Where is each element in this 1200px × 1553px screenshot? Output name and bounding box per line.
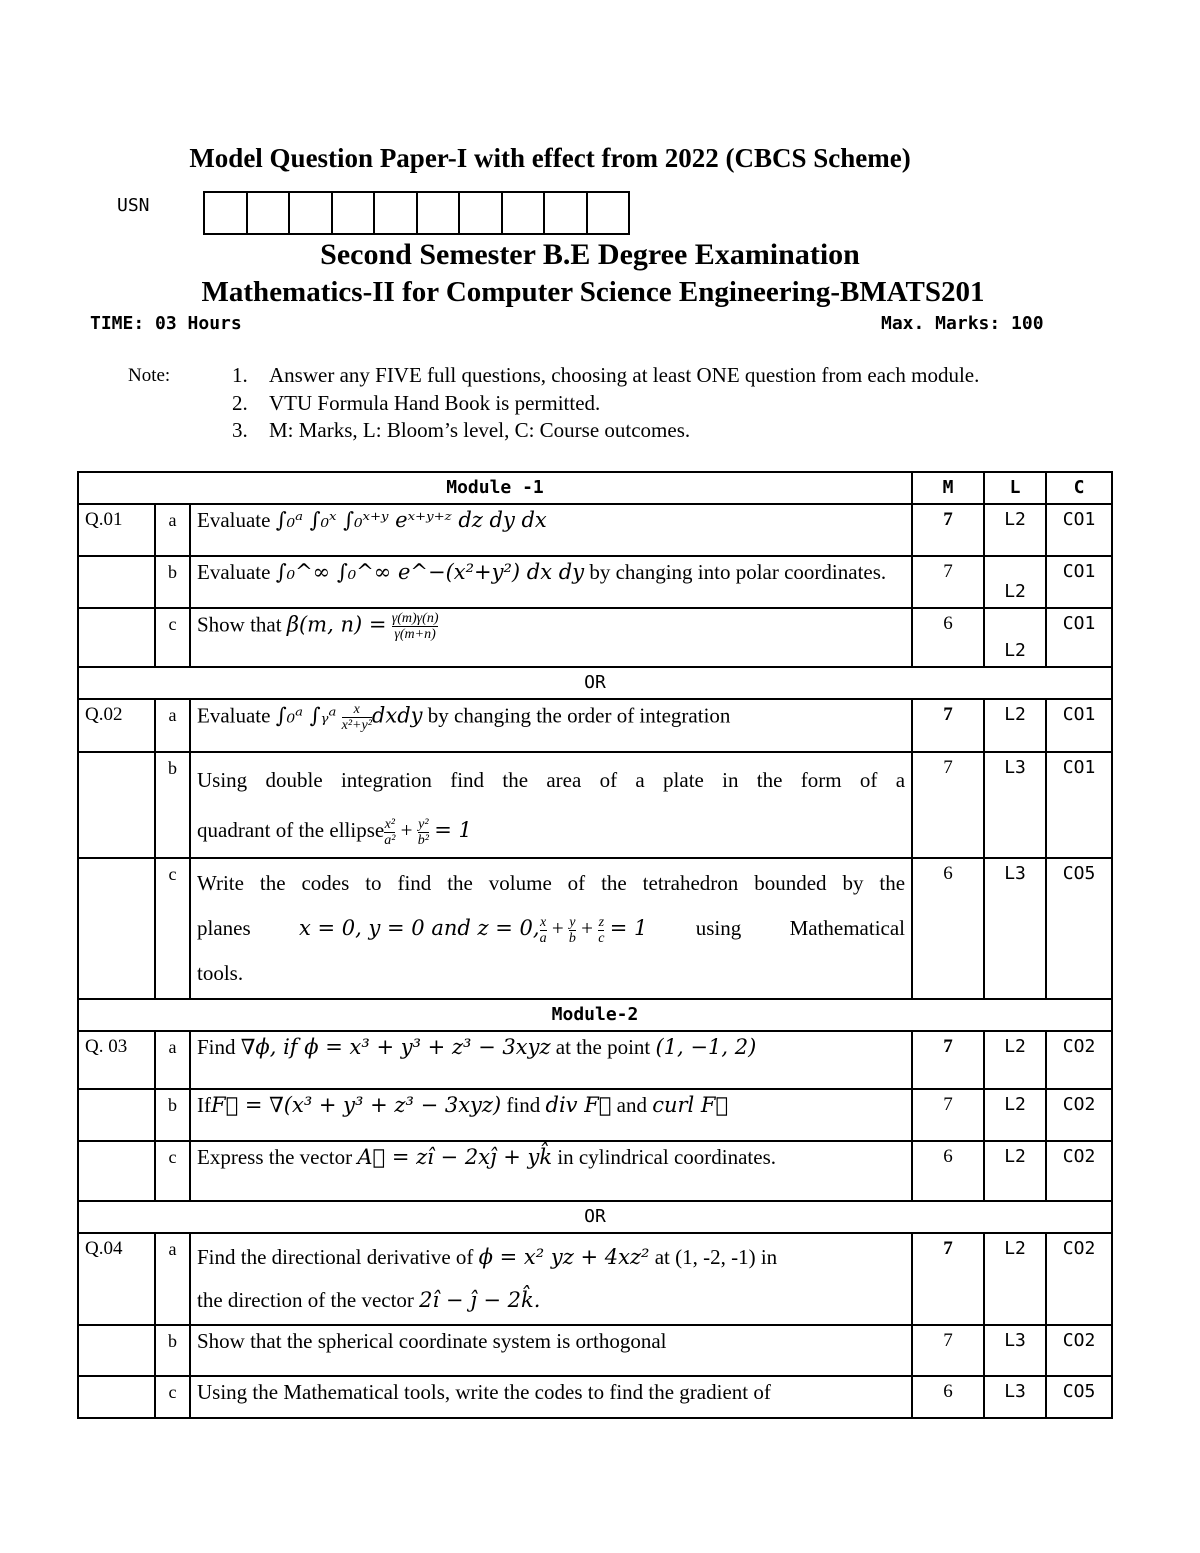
- numerator: x: [539, 914, 547, 930]
- math-expression: F⃗ = ∇(x³ + y³ + z³ − 3xyz): [211, 1093, 502, 1117]
- question-part: a: [155, 699, 190, 752]
- text-prefix: Find the directional derivative of: [197, 1245, 474, 1269]
- question-number: Q.02: [78, 699, 155, 752]
- level-cell: L3: [984, 858, 1046, 999]
- question-row: [78, 1325, 1112, 1376]
- note-number: 2.: [232, 390, 248, 415]
- outcome-cell: CO5: [1046, 1376, 1112, 1418]
- question-text: [190, 504, 912, 556]
- numerator: y: [569, 914, 576, 930]
- usn-box[interactable]: [205, 193, 248, 233]
- numerator: y²: [418, 816, 429, 832]
- text-suffix: by changing into polar coordinates.: [589, 560, 887, 584]
- text-line: Write the codes to find the volume of the tetrahedron bounded by the: [197, 871, 906, 895]
- math-expression: ∫₀ᵃ ∫ᵧᵃ: [275, 703, 337, 728]
- question-part: b: [155, 1325, 190, 1376]
- text-line: quadrant of the ellipse $\frac{\text{x²}}{\text{a²}}$ + $\frac{\text{y²}}{\text{b²}}$ = 1: [197, 816, 472, 848]
- question-text: [190, 858, 912, 999]
- question-number-empty: [78, 1325, 155, 1376]
- usn-box[interactable]: [460, 193, 503, 233]
- math-group: x = 0, y = 0 and z = 0, $\frac{x}{a}$ + $\frac{y}{b}$ + $\frac{z}{c}$ = 1: [299, 914, 648, 946]
- math-expression: ∫₀ᵃ ∫₀ˣ ∫₀ˣ⁺ʸ eˣ⁺ʸ⁺ᶻ dz dy dx: [275, 508, 547, 532]
- usn-box[interactable]: [418, 193, 461, 233]
- note-number: 1.: [232, 363, 248, 387]
- text-mathematical: Mathematical: [789, 916, 906, 940]
- denominator: x²+y²: [341, 718, 372, 733]
- text-and: and: [616, 1093, 647, 1117]
- marks-cell: 7: [912, 504, 984, 556]
- question-number-empty: [78, 752, 155, 858]
- marks-cell: 6: [912, 1376, 984, 1418]
- fraction: [384, 817, 395, 848]
- note-list: [232, 362, 1032, 445]
- fraction: [598, 915, 604, 946]
- fraction: [540, 915, 547, 946]
- denominator: c: [598, 930, 605, 946]
- or-label: OR: [78, 667, 1112, 699]
- marks-cell: 7: [912, 752, 984, 858]
- numerator: γ(m)γ(n): [391, 611, 439, 626]
- question-row: [78, 1233, 1112, 1325]
- level-cell: L2: [984, 1089, 1046, 1141]
- text-prefix: If: [197, 1093, 211, 1117]
- question-row: [78, 1089, 1112, 1141]
- question-part: a: [155, 504, 190, 556]
- denominator: b²: [417, 832, 429, 848]
- math-expression: = 1: [609, 916, 648, 940]
- level-cell: L2: [984, 1233, 1046, 1325]
- question-part: a: [155, 1233, 190, 1325]
- numerator: x²: [384, 816, 395, 832]
- question-row: [78, 858, 1112, 999]
- question-number-empty: [78, 556, 155, 608]
- question-number-empty: [78, 858, 155, 999]
- text-prefix: Evaluate: [197, 508, 271, 532]
- question-part: c: [155, 1376, 190, 1418]
- question-row: [78, 1141, 1112, 1201]
- text-line: [197, 1279, 905, 1322]
- text-prefix: Evaluate: [197, 703, 271, 728]
- question-part: c: [155, 608, 190, 667]
- question-text: [190, 1089, 912, 1141]
- question-row: [78, 699, 1112, 752]
- text-suffix: in cylindrical coordinates.: [557, 1145, 777, 1169]
- outcome-cell: CO1: [1046, 504, 1112, 556]
- level-cell: L3: [984, 752, 1046, 858]
- denominator: γ(m+n): [392, 626, 439, 642]
- usn-boxes[interactable]: [203, 191, 630, 235]
- question-text: [190, 699, 912, 752]
- text-using: using: [695, 916, 742, 940]
- math-expression: ∇ϕ, if ϕ = x³ + y³ + z³ − 3xyz: [240, 1035, 551, 1059]
- question-text: [190, 1031, 912, 1089]
- marks-cell: 7: [912, 556, 984, 608]
- level-cell: L2: [984, 556, 1046, 608]
- outcome-cell: CO1: [1046, 699, 1112, 752]
- question-part: a: [155, 1031, 190, 1089]
- math-expression: (1, −1, 2): [655, 1035, 757, 1059]
- or-row: [78, 1201, 1112, 1233]
- text-suffix: at the point: [555, 1035, 651, 1059]
- numerator: x: [353, 702, 360, 717]
- question-row: [78, 1376, 1112, 1418]
- usn-box[interactable]: [503, 193, 546, 233]
- question-text: [190, 1141, 912, 1201]
- question-text: [190, 752, 912, 858]
- question-part: b: [155, 1089, 190, 1141]
- note-text: Answer any FIVE full questions, choosing at least ONE question from each module.: [269, 363, 980, 387]
- text-line: tools.: [197, 961, 244, 985]
- marks-cell: 6: [912, 858, 984, 999]
- note-text: VTU Formula Hand Book is permitted.: [269, 390, 601, 415]
- note-number: 3.: [232, 418, 248, 442]
- question-text: [190, 1233, 912, 1325]
- level-cell: L2: [984, 1031, 1046, 1089]
- marks-cell: 7: [912, 1089, 984, 1141]
- question-text: Show that the spherical coordinate system is orthogonal: [190, 1325, 912, 1376]
- col-level-header: L: [984, 472, 1046, 504]
- note-item: [232, 362, 1032, 390]
- usn-box[interactable]: [375, 193, 418, 233]
- math-expression: 2î − ĵ − 2k̂.: [419, 1288, 541, 1312]
- paper-title: Model Question Paper-I with effect from 2022 (CBCS Scheme): [189, 143, 911, 173]
- question-row: [78, 1031, 1112, 1089]
- usn-box[interactable]: [588, 193, 629, 233]
- math-expression: ϕ = x² yz + 4xz²: [478, 1245, 650, 1269]
- subject-heading: Mathematics-II for Computer Science Engineering-BMATS201: [201, 276, 985, 308]
- module-2-heading: Module-2: [78, 999, 1112, 1031]
- level-cell: L2: [984, 608, 1046, 667]
- question-number: Q. 03: [78, 1031, 155, 1089]
- marks-cell: 7: [912, 1233, 984, 1325]
- exam-time: TIME: 03 Hours: [90, 313, 242, 334]
- question-row: [78, 504, 1112, 556]
- text-line: [197, 1236, 905, 1279]
- outcome-cell: CO2: [1046, 1141, 1112, 1201]
- math-expression: A⃗ = zî − 2xĵ + yk̂: [357, 1145, 553, 1169]
- text-prefix: quadrant of the ellipse: [197, 818, 385, 842]
- usn-label: USN: [117, 195, 150, 216]
- or-row: [78, 667, 1112, 699]
- outcome-cell: CO2: [1046, 1031, 1112, 1089]
- text-prefix: Find: [197, 1035, 236, 1059]
- note-text: M: Marks, L: Bloom’s level, C: Course outcomes.: [269, 418, 691, 442]
- question-number-empty: [78, 1089, 155, 1141]
- level-cell: L3: [984, 1325, 1046, 1376]
- outcome-cell: CO1: [1046, 752, 1112, 858]
- max-marks: Max. Marks: 100: [881, 313, 1044, 334]
- marks-cell: 7: [912, 1325, 984, 1376]
- text-suffix: at (1, -2, -1) in: [654, 1245, 778, 1269]
- text-prefix: Express the vector: [197, 1145, 353, 1169]
- note-label: Note:: [128, 365, 171, 386]
- marks-cell: 6: [912, 608, 984, 667]
- question-number: Q.04: [78, 1233, 155, 1325]
- math-expression: x = 0, y = 0 and z = 0,: [299, 916, 540, 940]
- col-outcome-header: C: [1046, 472, 1112, 504]
- math-expression: curl F⃗: [652, 1093, 729, 1117]
- text-line: Using double integration find the area of a plate in the form of a: [197, 768, 906, 792]
- question-number: Q.01: [78, 504, 155, 556]
- text-prefix: Evaluate: [197, 560, 271, 584]
- level-cell: L2: [984, 1141, 1046, 1201]
- outcome-cell: CO1: [1046, 556, 1112, 608]
- outcome-cell: CO2: [1046, 1233, 1112, 1325]
- denominator: a²: [384, 832, 396, 848]
- module-header-row: [78, 472, 1112, 504]
- usn-box[interactable]: [248, 193, 291, 233]
- denominator: a: [539, 930, 547, 946]
- question-row: [78, 556, 1112, 608]
- outcome-cell: CO2: [1046, 1325, 1112, 1376]
- question-table: [77, 471, 1113, 1419]
- level-cell: L2: [984, 699, 1046, 752]
- math-expression: = 1: [434, 818, 472, 842]
- module-header-row: [78, 999, 1112, 1031]
- text-prefix: the direction of the vector: [197, 1288, 414, 1312]
- math-expression: div F⃗: [545, 1093, 612, 1117]
- question-part: b: [155, 556, 190, 608]
- col-marks-header: M: [912, 472, 984, 504]
- question-number-empty: [78, 1141, 155, 1201]
- text-mid: find: [506, 1093, 541, 1117]
- question-row: [78, 752, 1112, 858]
- math-expression: dxdy: [371, 703, 423, 728]
- outcome-cell: CO2: [1046, 1089, 1112, 1141]
- math-expression: β(m, n) =: [286, 612, 387, 637]
- usn-box[interactable]: [333, 193, 376, 233]
- outcome-cell: CO1: [1046, 608, 1112, 667]
- text-suffix: by changing the order of integration: [427, 703, 731, 728]
- question-number-empty: [78, 608, 155, 667]
- level-cell: L2: [984, 504, 1046, 556]
- level-cell: L3: [984, 1376, 1046, 1418]
- outcome-cell: CO5: [1046, 858, 1112, 999]
- fraction: [342, 702, 372, 733]
- fraction: [418, 817, 429, 848]
- note-item: [232, 390, 1032, 418]
- usn-box[interactable]: [545, 193, 588, 233]
- usn-box[interactable]: [290, 193, 333, 233]
- question-part: c: [155, 1141, 190, 1201]
- numerator: z: [598, 914, 605, 930]
- question-number-empty: [78, 1376, 155, 1418]
- math-expression: ∫₀^∞ ∫₀^∞ e^−(x²+y²) dx dy: [275, 560, 585, 584]
- text-prefix: planes: [197, 916, 251, 940]
- text-prefix: Show that: [197, 612, 282, 637]
- or-label: OR: [78, 1201, 1112, 1233]
- question-text: [190, 608, 912, 667]
- marks-cell: 6: [912, 1141, 984, 1201]
- fraction: [392, 611, 439, 642]
- module-1-heading: Module -1: [78, 472, 912, 504]
- question-part: b: [155, 752, 190, 858]
- text-line: [197, 906, 905, 951]
- question-text: [190, 556, 912, 608]
- question-part: c: [155, 858, 190, 999]
- denominator: b: [568, 930, 576, 946]
- note-item: [232, 417, 1032, 445]
- question-text: Using the Mathematical tools, write the codes to find the gradient of: [190, 1376, 912, 1418]
- semester-heading: Second Semester B.E Degree Examination: [320, 238, 860, 271]
- marks-cell: 7: [912, 1031, 984, 1089]
- marks-cell: 7: [912, 699, 984, 752]
- fraction: [569, 915, 576, 946]
- question-row: [78, 608, 1112, 667]
